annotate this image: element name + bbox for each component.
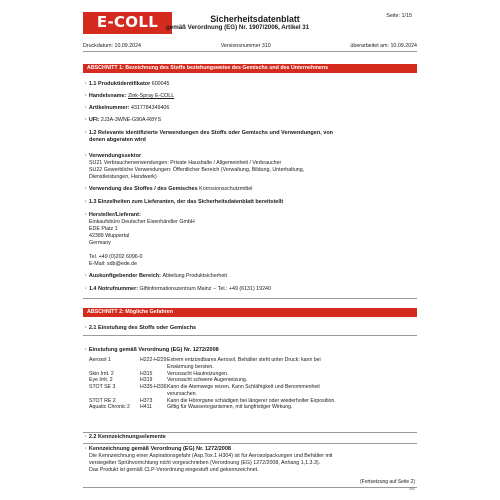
supplier-line: 42389 Wuppertal bbox=[89, 232, 130, 239]
hazard-row bbox=[89, 371, 415, 378]
hazard-class: Eye Irrit. 2 bbox=[89, 377, 113, 384]
su21-text: SU21 Verbraucherverwendungen: Private Haushalte / Allgemeinheit / Verbraucher bbox=[89, 160, 282, 167]
labelling-line: Die Kennzeichnung einer Aspirationsgefahr (Asp.Tox.1 H304) ist für Aerosolpackungen und Behälter mit bbox=[89, 453, 333, 460]
s22-divider bbox=[83, 443, 417, 444]
supplier-label: Hersteller/Lieferant: bbox=[88, 212, 141, 218]
ufi-label: UFI: bbox=[88, 117, 100, 123]
footer-divider bbox=[83, 487, 417, 488]
hazard-row bbox=[89, 357, 415, 371]
ufi-value: 2J3A-3WNE-G90A-R8YS bbox=[101, 117, 162, 123]
hazard-code: H315 bbox=[140, 370, 153, 377]
hazard-code: H319 bbox=[140, 377, 153, 384]
s21-divider bbox=[83, 335, 417, 336]
hazard-code: H411 bbox=[140, 404, 153, 411]
supplier-block: · Hersteller/Lieferant: Einkaufsbüro Deutscher Eisenhändler GmbH EDE Platz 1 42389 Wuppertal Germany Tel. +49 (0)202 6096-0 E-Mail: sdb@ede.de bbox=[85, 212, 415, 267]
hazard-text: Extrem entzündbares Aerosol. Behälter steht unter Druck: kann bei Erwärmung bersten. bbox=[167, 357, 321, 370]
labelling-line: versiegelter Sprühvorrichtung nicht vorgeschrieben (Verordnung (EG) 1272/2008, Anhang 1,1.3.3). bbox=[89, 460, 321, 467]
classification-heading-row: · Einstufung gemäß Verordnung (EG) Nr. 1272/2008 bbox=[85, 347, 219, 353]
hazard-row bbox=[89, 384, 415, 398]
labelling-heading: Kennzeichnung gemäß Verordnung (EG) Nr. 1272/2008 bbox=[88, 446, 231, 452]
revision-date: überarbeitet am: 10.09.2024 bbox=[350, 43, 417, 49]
page-number: Seite: 1/15 bbox=[386, 13, 412, 19]
section-1-divider bbox=[83, 298, 417, 299]
header-divider bbox=[83, 51, 417, 52]
trade-name-label: Handelsname: bbox=[88, 93, 127, 99]
hazard-class: Skin Irrit. 2 bbox=[89, 370, 114, 377]
supplier-phone: Tel. +49 (0)202 6096-0 bbox=[89, 253, 143, 260]
use-label: Verwendung des Stoffes / des Gemisches bbox=[88, 186, 198, 192]
supplier-line: Einkaufsbüro Deutscher Eisenhändler GmbH bbox=[89, 219, 195, 226]
sector-label: Verwendungssektor bbox=[88, 153, 142, 159]
hazard-class: Aquatic Chronic 2 bbox=[89, 404, 130, 411]
section-2-2: · 2.2 Kennzeichnungselemente bbox=[85, 434, 166, 440]
s22-heading: 2.2 Kennzeichnungselemente bbox=[88, 434, 166, 440]
hazard-code: H222-H229 bbox=[140, 357, 167, 363]
info-row: · Auskunftgebender Bereich: Abteilung Produktsicherheit bbox=[85, 273, 227, 279]
s13-heading: 1.3 Einzelheiten zum Lieferanten, der das Sicherheitsdatenblatt bereitstellt bbox=[88, 199, 284, 205]
s21-heading: 2.1 Einstufung des Stoffs oder Gemischs bbox=[88, 325, 197, 331]
s14-value: Giftinformationszentrum Mainz -- Tel.: +49 (6131) 19240 bbox=[139, 286, 271, 292]
supplier-email[interactable]: E-Mail: sdb@ede.de bbox=[89, 260, 138, 267]
s11-heading: 1.1 Produktidentifikator bbox=[88, 81, 151, 87]
use-value: Korrosionsschutzmittel bbox=[199, 186, 253, 192]
hazard-class: Aerosol 1 bbox=[89, 357, 111, 363]
supplier-line: Germany bbox=[89, 239, 111, 246]
section-2-1: · 2.1 Einstufung des Stoffs oder Gemischs bbox=[85, 325, 197, 331]
section-1-1: · 1.1 Produktidentifikator 600045 bbox=[85, 81, 170, 87]
meta-row bbox=[83, 43, 417, 50]
version-number: Versionsnummer 310 bbox=[220, 43, 271, 49]
hazard-text: Verursacht Hautreizungen. bbox=[167, 370, 229, 377]
hazard-class: STOT RE 2 bbox=[89, 397, 116, 404]
section-1-2: · 1.2 Relevante identifizierte Verwendungen des Stoffs oder Gemischs und Verwendungen, von denen abgeraten wird bbox=[85, 130, 415, 144]
article-value: 4317784349406 bbox=[131, 105, 170, 111]
hazard-text: Giftig für Wasserorganismen, mit langfristiger Wirkung. bbox=[167, 404, 293, 411]
section-2-banner: ABSCHNITT 2: Mögliche Gefahren bbox=[83, 308, 417, 317]
section-1-banner: ABSCHNITT 1: Bezeichnung des Stoffs beziehungsweise des Gemischs und des Unternehmens bbox=[83, 64, 417, 73]
hazard-row bbox=[89, 377, 415, 384]
document-subtitle: gemäß Verordnung (EG) Nr. 1907/2006, Artikel 31 bbox=[166, 24, 310, 31]
s14-heading: 1.4 Notrufnummer: bbox=[88, 286, 139, 292]
trade-name-value: Zink-Spray E-COLL bbox=[127, 93, 175, 99]
language-code: DE bbox=[409, 486, 415, 491]
brand-logo bbox=[83, 12, 172, 34]
section-1-4: · 1.4 Notrufnummer: Giftinformationszentrum Mainz -- Tel.: +49 (6131) 19240 bbox=[85, 286, 271, 292]
logo-text: E-COLL bbox=[96, 13, 159, 32]
hazard-text: Verursacht schwere Augenreizung. bbox=[167, 377, 248, 384]
hazard-code: H335-H336 bbox=[140, 384, 167, 390]
s12-heading: 1.2 Relevante identifizierte Verwendungen des Stoffs oder Gemischs und Verwendungen, von bbox=[88, 130, 334, 136]
trade-name-row: · Handelsname: Zink-Spray E-COLL bbox=[85, 93, 175, 99]
s11-value: 600045 bbox=[151, 81, 170, 87]
info-label: Auskunftgebender Bereich: bbox=[88, 273, 161, 279]
hazard-code: H373 bbox=[140, 397, 153, 404]
use-row: · Verwendung des Stoffes / des Gemisches Korrosionsschutzmittel bbox=[85, 186, 253, 192]
continued-note: (Fortsetzung auf Seite 2) bbox=[359, 479, 415, 485]
print-date: Druckdatum: 10.09.2024 bbox=[83, 43, 142, 49]
hazard-row bbox=[89, 398, 415, 405]
su22-text-cont: Dienstleistungen, Handwerk) bbox=[89, 173, 157, 180]
s12-heading-cont: denen abgeraten wird bbox=[89, 137, 146, 144]
labelling-block: · Kennzeichnung gemäß Verordnung (EG) Nr. 1272/2008 Die Kennzeichnung einer Aspirationsgefahr (Asp.Tox.1 H304) ist für Aerosolpackungen und Behälter mit versiegelter Sprühvorrichtung nicht vorgeschrieben (Verordnung (EG) 1272/2008, Anhang 1,1.3.3). Das Produkt ist gemäß CLP-Verordnung eingestuft und gekennzeichnet. bbox=[85, 446, 415, 474]
classification-heading: Einstufung gemäß Verordnung (EG) Nr. 1272/2008 bbox=[88, 347, 219, 353]
ufi-row: · UFI: 2J3A-3WNE-G90A-R8YS bbox=[85, 117, 162, 123]
hazard-text: Kann die Atemwege reizen. Kann Schläfrigkeit und Benommenheit verursachen. bbox=[167, 384, 320, 397]
hazard-text: Kann die Hörorgane schädigen bei längerer oder wiederholter Exposition. bbox=[167, 397, 336, 404]
supplier-line: EDE Platz 1 bbox=[89, 226, 118, 233]
hazard-row bbox=[89, 404, 415, 411]
info-value: Abteilung Produktsicherheit bbox=[162, 273, 227, 279]
document-title: Sicherheitsdatenblatt bbox=[210, 14, 300, 24]
article-row: · Artikelnummer: 4317784349406 bbox=[85, 105, 170, 111]
su22-text: SU22 Gewerbliche Verwendungen: Öffentlicher Bereich (Verwaltung, Bildung, Unterhaltung, bbox=[89, 167, 305, 174]
article-label: Artikelnummer: bbox=[88, 105, 130, 111]
sector-block: · Verwendungssektor SU21 Verbraucherverwendungen: Private Haushalte / Allgemeinheit / Verbraucher SU22 Gewerbliche Verwendungen: Öffentlicher Bereich (Verwaltung, Bildung, Unterhaltung, Dienstleistungen, Handwerk) bbox=[85, 153, 415, 181]
labelling-line: Das Produkt ist gemäß CLP-Verordnung eingestuft und gekennzeichnet. bbox=[89, 466, 259, 473]
hazard-table bbox=[89, 357, 415, 411]
section-1-3: · 1.3 Einzelheiten zum Lieferanten, der das Sicherheitsdatenblatt bereitstellt bbox=[85, 199, 284, 205]
hazard-class: STOT SE 3 bbox=[89, 384, 116, 390]
classification-divider bbox=[83, 432, 417, 433]
